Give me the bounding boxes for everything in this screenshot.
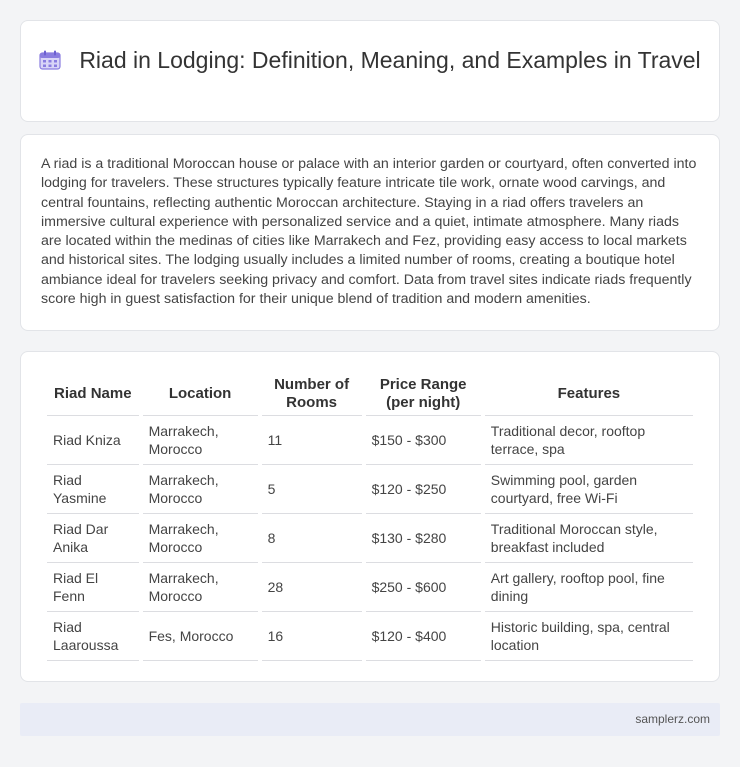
table-row (47, 465, 693, 514)
cell-features: Traditional Moroccan style, breakfast included (485, 514, 693, 563)
table-row (47, 563, 693, 612)
cell-rooms: 5 (262, 465, 362, 514)
cell-features: Historic building, spa, central location (485, 612, 693, 661)
cell-riad-name: Riad Laaroussa (47, 612, 139, 661)
cell-rooms: 28 (262, 563, 362, 612)
cell-rooms: 8 (262, 514, 362, 563)
header-features: Features (485, 372, 693, 416)
description-text: A riad is a traditional Moroccan house or palace with an interior garden or courtyard, often converted into lodging for travelers. These structures typically feature intricate tile work, ornate wood carvings, and central fountains, reflecting authentic Moroccan architecture. Staying in a riad offers travelers an immersive cultural experience with personalized service and a quiet, intimate atmosphere. Many riads are located within the medinas of cities like Marrakech and Fez, providing easy access to local markets and historical sites. The lodging usually includes a limited number of rooms, creating a boutique hotel ambiance ideal for travelers seeking privacy and comfort. Data from travel sites indicate riads frequently score high in guest satisfaction for their unique blend of tradition and modern amenities. (41, 156, 697, 308)
page-title-wrap (21, 45, 719, 75)
description-card (20, 134, 720, 331)
cell-features: Swimming pool, garden courtyard, free Wi-Fi (485, 465, 693, 514)
cell-riad-name: Riad Dar Anika (47, 514, 139, 563)
riad-table (43, 372, 697, 661)
table-header-row (47, 372, 693, 416)
cell-riad-name: Riad Yasmine (47, 465, 139, 514)
cell-price: $150 - $300 (366, 416, 481, 465)
cell-price: $130 - $280 (366, 514, 481, 563)
table-row (47, 514, 693, 563)
table-row (47, 612, 693, 661)
page-title: Riad in Lodging: Definition, Meaning, and Examples in Travel (79, 47, 701, 73)
cell-price: $120 - $400 (366, 612, 481, 661)
cell-price: $250 - $600 (366, 563, 481, 612)
cell-rooms: 11 (262, 416, 362, 465)
cell-location: Marrakech, Morocco (143, 416, 258, 465)
cell-riad-name: Riad El Fenn (47, 563, 139, 612)
calendar-icon (39, 50, 61, 70)
title-card (20, 20, 720, 122)
cell-price: $120 - $250 (366, 465, 481, 514)
table-row (47, 416, 693, 465)
header-location: Location (143, 372, 258, 416)
footer-bar (20, 703, 720, 736)
table-card (20, 351, 720, 682)
cell-rooms: 16 (262, 612, 362, 661)
cell-location: Marrakech, Morocco (143, 465, 258, 514)
cell-location: Marrakech, Morocco (143, 514, 258, 563)
footer-site-link[interactable]: samplerz.com (635, 712, 710, 726)
header-price-range: Price Range (per night) (366, 372, 481, 416)
header-number-of-rooms: Number of Rooms (262, 372, 362, 416)
cell-features: Traditional decor, rooftop terrace, spa (485, 416, 693, 465)
cell-location: Fes, Morocco (143, 612, 258, 661)
cell-features: Art gallery, rooftop pool, fine dining (485, 563, 693, 612)
header-riad-name: Riad Name (47, 372, 139, 416)
cell-riad-name: Riad Kniza (47, 416, 139, 465)
cell-location: Marrakech, Morocco (143, 563, 258, 612)
